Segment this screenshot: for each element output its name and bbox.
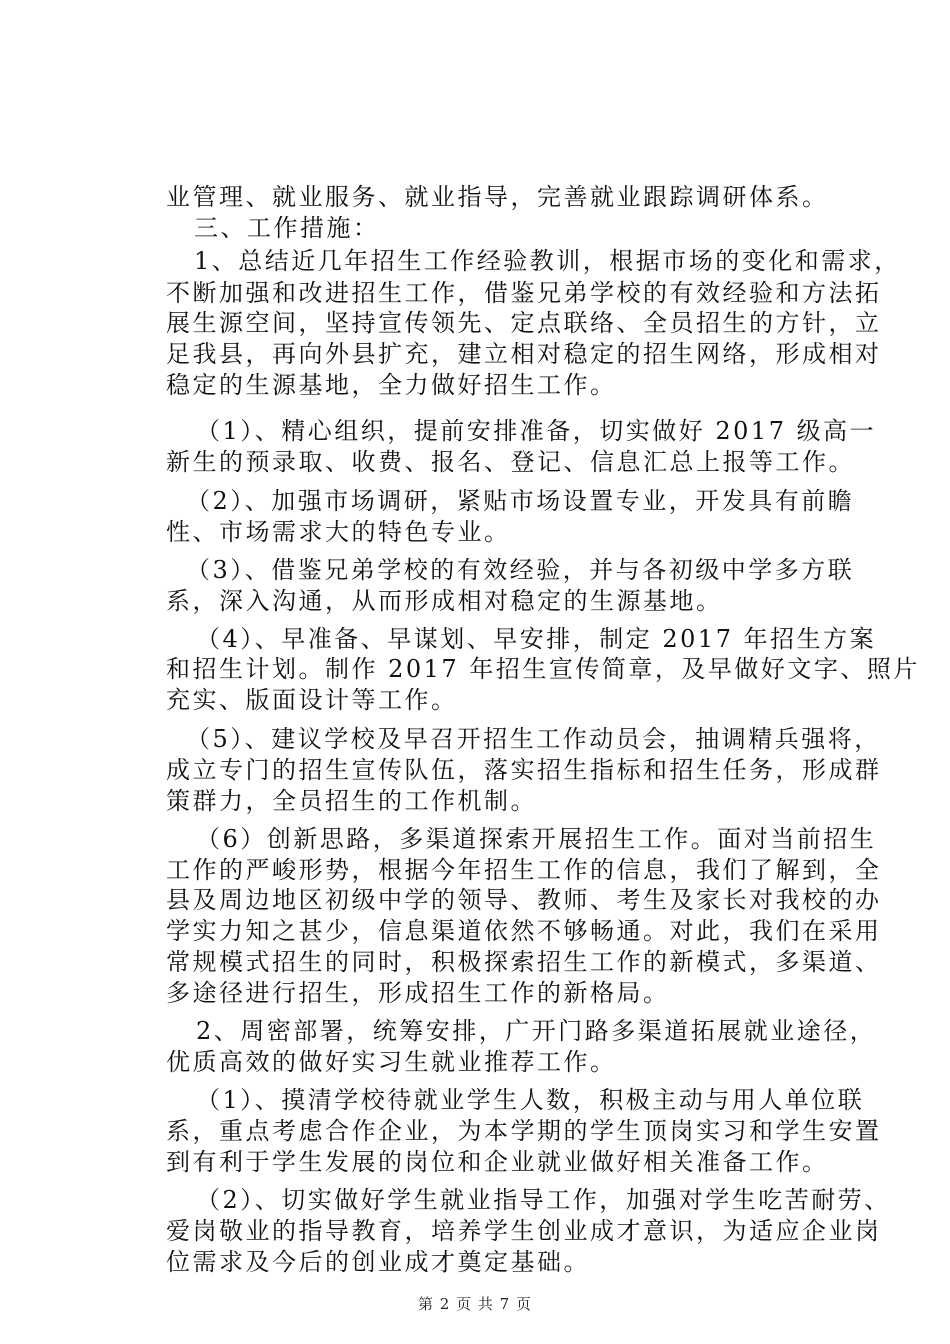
text-line: 位需求及今后的创业成才奠定基础。 — [166, 1248, 590, 1276]
text-line: 性、市场需求大的特色专业。 — [166, 518, 511, 546]
text-line: 和招生计划。制作 2017 年招生宣传简章，及早做好文字、照片 — [166, 655, 920, 683]
text-line: （3）、借鉴兄弟学校的有效经验，并与各初级中学多方联 — [186, 556, 855, 584]
text-line: 1、总结近几年招生工作经验教训，根据市场的变化和需求， — [194, 247, 901, 275]
text-line: 系，深入沟通，从而形成相对稳定的生源基地。 — [166, 587, 723, 615]
text-line: 到有利于学生发展的岗位和企业就业做好相关准备工作。 — [166, 1148, 829, 1176]
section-heading: 三、工作措施： — [194, 214, 380, 242]
text-line: 2、周密部署，统筹安排，广开门路多渠道拓展就业途径， — [196, 1017, 877, 1045]
text-line: 学实力知之甚少，信息渠道依然不够畅通。对此，我们在采用 — [166, 917, 882, 945]
text-line: 不断加强和改进招生工作，借鉴兄弟学校的有效经验和方法拓 — [166, 279, 882, 307]
text-line: 稳定的生源基地，全力做好招生工作。 — [166, 371, 617, 399]
text-line: （1）、摸清学校待就业学生人数，积极主动与用人单位联 — [196, 1086, 865, 1114]
text-line: 展生源空间，坚持宣传领先、定点联络、全员招生的方针，立 — [166, 309, 882, 337]
text-line: 业管理、就业服务、就业指导，完善就业跟踪调研体系。 — [166, 183, 829, 211]
text-line: （5）、建议学校及早召开招生工作动员会，抽调精兵强将， — [186, 725, 881, 753]
page-number-footer: 第 2 页 共 7 页 — [418, 1295, 532, 1313]
text-line: 多途径进行招生，形成招生工作的新格局。 — [166, 979, 670, 1007]
text-line: 足我县，再向外县扩充，建立相对稳定的招生网络，形成相对 — [166, 340, 882, 368]
text-line: 系，重点考虑合作企业，为本学期的学生顶岗实习和学生安置 — [166, 1117, 882, 1145]
text-line: 工作的严峻形势，根据今年招生工作的信息，我们了解到，全 — [166, 856, 882, 884]
text-line: 优质高效的做好实习生就业推荐工作。 — [166, 1048, 617, 1076]
text-line: （2）、切实做好学生就业指导工作，加强对学生吃苦耐劳、 — [196, 1186, 891, 1214]
text-line: 成立专门的招生宣传队伍，落实招生指标和招生任务，形成群 — [166, 756, 882, 784]
text-line: 策群力，全员招生的工作机制。 — [166, 787, 537, 815]
text-line: （4）、早准备、早谋划、早安排，制定 2017 年招生方案 — [196, 625, 877, 653]
text-line: 充实、版面设计等工作。 — [166, 686, 458, 714]
text-line: 新生的预录取、收费、报名、登记、信息汇总上报等工作。 — [166, 448, 855, 476]
text-line: （2）、加强市场调研，紧贴市场设置专业，开发具有前瞻 — [186, 487, 855, 515]
text-line: 常规模式招生的同时，积极探索招生工作的新模式，多渠道、 — [166, 948, 882, 976]
text-line: 爱岗敬业的指导教育，培养学生创业成才意识，为适应企业岗 — [166, 1217, 882, 1245]
text-line: （1）、精心组织，提前安排准备，切实做好 2017 级高一 — [196, 417, 877, 445]
text-line: （6）创新思路，多渠道探索开展招生工作。面对当前招生 — [196, 825, 877, 853]
text-line: 县及周边地区初级中学的领导、教师、考生及家长对我校的办 — [166, 886, 882, 914]
